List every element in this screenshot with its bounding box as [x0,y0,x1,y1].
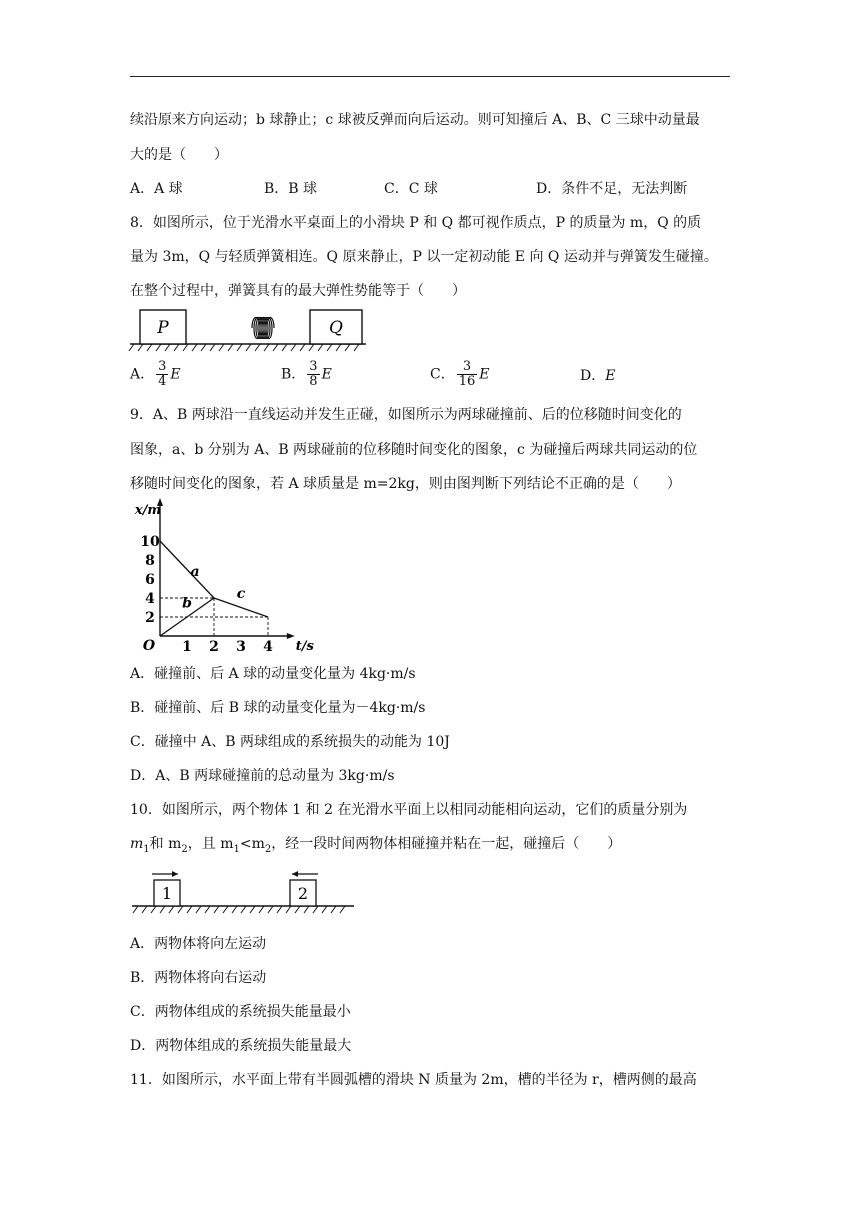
q9-option-d: D．A、B 两球碰撞前的总动量为 3kg·m/s [130,768,395,784]
q8-option-d-var: E [605,368,616,384]
q8-option-b [281,360,332,389]
q8-line1: 8．如图所示，位于光滑水平桌面上的小滑块 P 和 Q 都可视作质点，P 的质量为 m，Q 的质 [130,215,702,231]
q8-option-b-var: E [321,366,332,383]
q8-option-a [130,360,181,389]
q7-option-d: D．条件不足，无法判断 [536,181,688,197]
q10-sub2b: 2 [264,843,272,855]
q7-option-c: C．C 球 [384,181,438,197]
x-axis-label: t/s [295,639,314,654]
block-1-label: 1 [161,884,173,903]
fraction-numerator: 3 [158,359,167,374]
fraction-numerator: 3 [309,359,318,374]
q8-option-d [580,366,615,386]
q8-option-c-letter: C． [430,366,455,383]
y-tick-label: 6 [145,572,155,588]
q8-option-a-letter: A． [130,366,155,383]
q10-sub1b: 1 [233,843,240,855]
q8-figure [126,306,376,354]
x-axis-arrow [287,633,295,639]
fraction-denominator: 4 [158,374,167,389]
left-arrow-icon [292,871,318,877]
q10-option-d: D．两物体组成的系统损失能量最大 [130,1038,352,1054]
q8-option-b-letter: B． [281,366,306,383]
series-b-label: b [182,595,192,612]
q7-option-a: A．A 球 [130,181,183,197]
q10-text-e: ，经一段时间两物体相碰撞并粘在一起，碰撞后（ ） [271,836,622,852]
q7-option-b: B．B 球 [264,181,318,197]
q10-sub1: 1 [143,843,150,855]
q8-option-c-var: E [479,366,490,383]
spring [252,318,274,339]
series-c-label: c [236,586,246,602]
q10-figure [128,866,358,918]
q10-sub2: 2 [181,843,188,855]
right-arrow-icon [152,871,178,877]
q9-xt-chart [126,494,316,658]
q10-text-d: <m [239,836,265,852]
q9-line2: 图象，a、b 分别为 A、B 两球碰前的位移随时间变化的图象，c 为碰撞后两球共同运动的位 [130,442,698,458]
x-tick-label: 1 [182,639,192,655]
q9-option-c: C．碰撞中 A、B 两球组成的系统损失的动能为 10J [130,734,450,750]
q10-option-a: A．两物体将向左运动 [130,936,267,952]
q8-line2: 量为 3m，Q 与轻质弹簧相连。Q 原来静止，P 以一定初动能 E 向 Q 运动并与弹簧发生碰撞。 [130,249,718,265]
q9-option-a: A．碰撞前、后 A 球的动量变化量为 4kg·m/s [130,666,416,682]
block-p-label: P [157,318,169,338]
fraction-numerator: 3 [457,360,478,375]
y-tick-label: 8 [145,553,155,569]
q11-line1: 11．如图所示，水平面上带有半圆弧槽的滑块 N 质量为 2m，槽的半径为 r，槽两侧的最高 [130,1072,697,1088]
q9-line3: 移随时间变化的图象，若 A 球质量是 m=2kg，则由图判断下列结论不正确的是（ ） [130,476,681,492]
fraction-denominator: 16 [458,374,476,389]
x-tick-label: 4 [263,639,273,655]
block-q-label: Q [329,318,343,338]
q8-option-b-fraction [307,360,319,389]
q10-m1: m [130,836,144,852]
q7-line2: 大的是（ ） [130,147,228,163]
x-tick-label: 2 [209,639,219,655]
q8-option-c [430,360,490,389]
q9-option-b: B．碰撞前、后 B 球的动量变化量为－4kg·m/s [130,700,426,716]
q10-option-c: C．两物体组成的系统损失能量最小 [130,1004,351,1020]
q10-option-b: B．两物体将向右运动 [130,970,267,986]
q8-option-d-letter: D． [580,368,606,384]
y-axis-label: x/m [134,503,162,518]
series-a-line [160,541,214,598]
origin-label: O [142,638,156,654]
q10-text-c: ，且 m [187,836,234,852]
q8-option-a-var: E [170,366,181,383]
q9-line1: 9．A、B 两球沿一直线运动并发生正碰，如图所示为两球碰撞前、后的位移随时间变化的 [130,407,682,423]
y-tick-label: 10 [140,534,160,550]
series-a-label: a [190,564,200,581]
header-rule [130,76,730,77]
q8-option-c-fraction [457,360,478,389]
y-tick-label: 4 [145,591,155,607]
block-2-label: 2 [297,884,309,903]
q7-line1: 续沿原来方向运动；b 球静止；c 球被反弹而向后运动。则可知撞后 A、B、C 三球中动量最 [130,112,700,128]
q10-line1: 10．如图所示，两个物体 1 和 2 在光滑水平面上以相同动能相向运动，它们的质量分别为 [130,802,688,818]
q8-line3: 在整个过程中，弹簧具有的最大弹性势能等于（ ） [130,283,466,299]
q10-text-b: 和 m [149,836,182,852]
q8-option-a-fraction [156,360,168,389]
x-tick-label: 3 [236,639,246,655]
fraction-denominator: 8 [309,374,318,389]
q10-line2 [130,834,621,860]
y-tick-label: 2 [145,610,155,626]
